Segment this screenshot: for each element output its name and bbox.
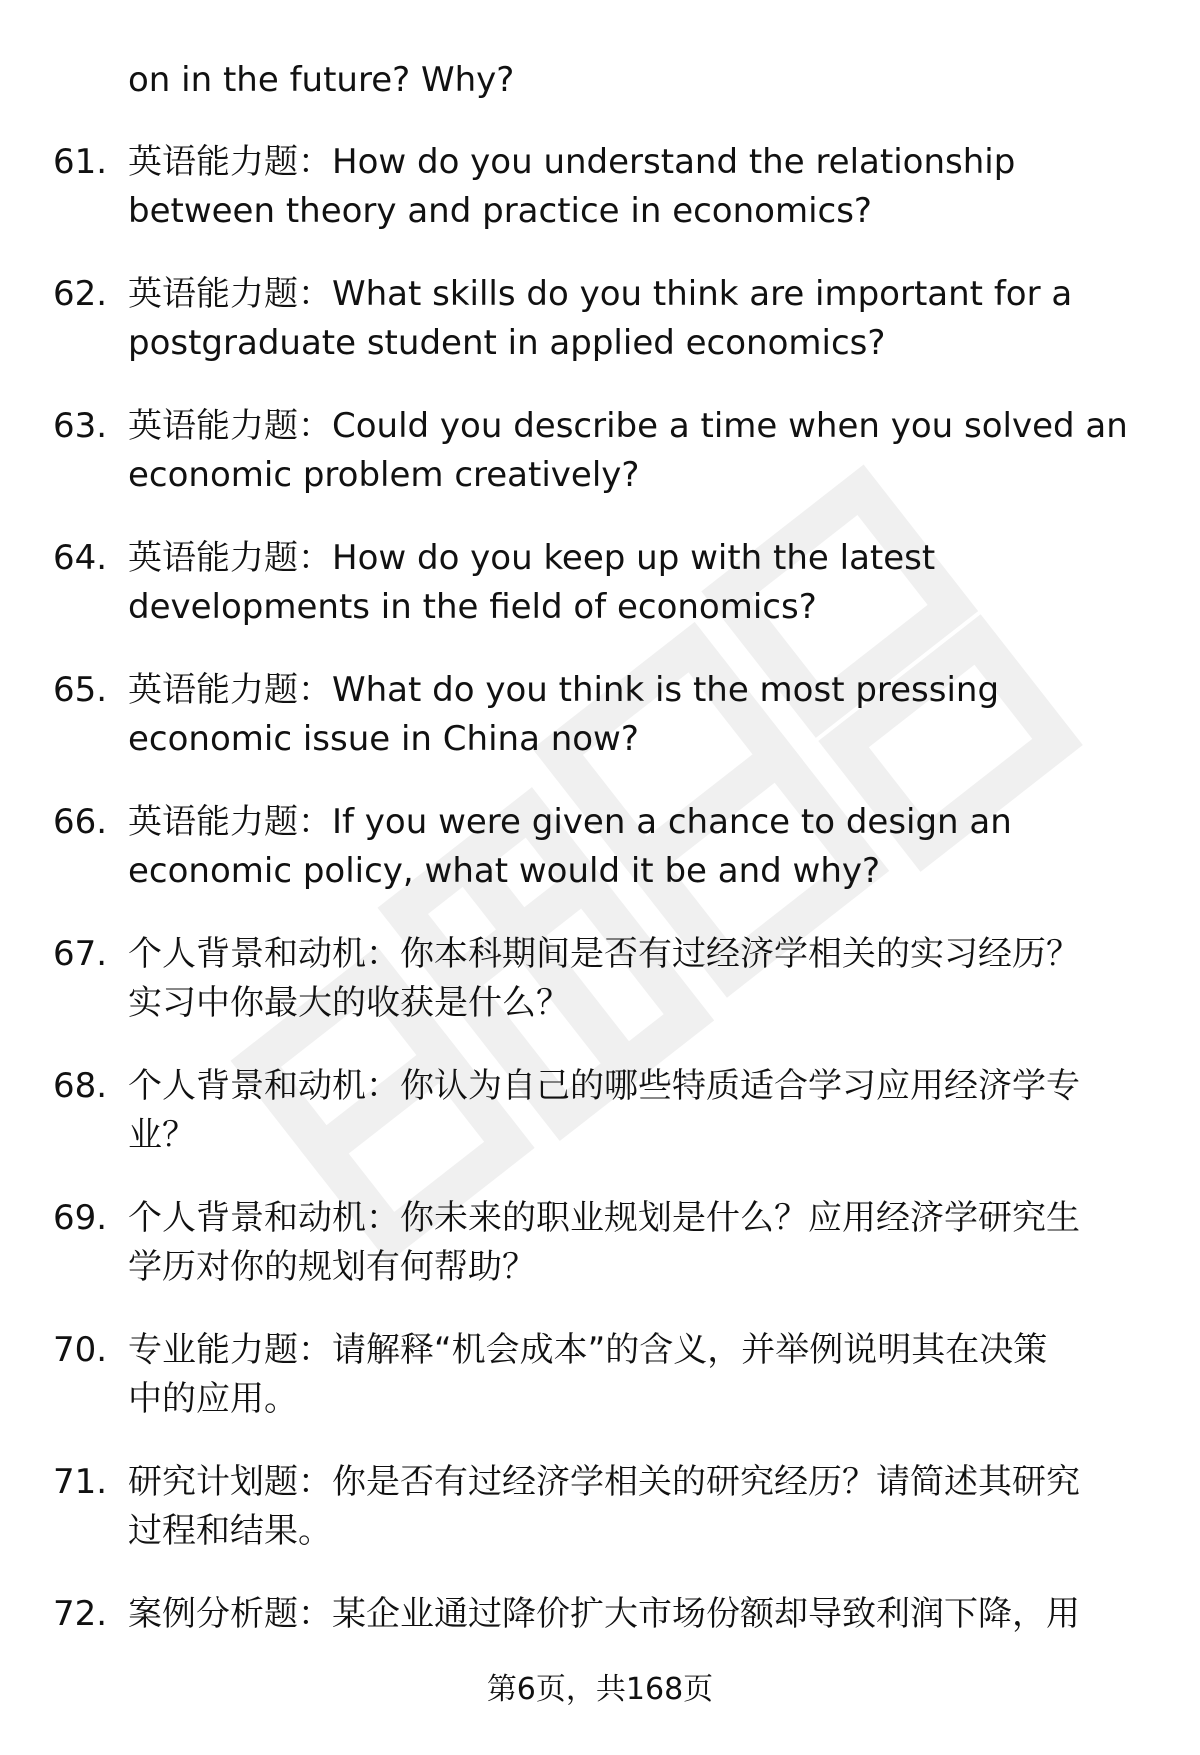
question-number: 70. (53, 1330, 108, 1370)
question-line: 中的应用。 (128, 1379, 298, 1419)
question-line: 研究计划题：你是否有过经济学相关的研究经历？请简述其研究 (128, 1462, 1080, 1502)
question-item (0, 270, 1200, 368)
question-number: 72. (53, 1594, 108, 1634)
question-text (128, 1326, 1158, 1424)
question-text (128, 1458, 1158, 1556)
question-line: 案例分析题：某企业通过降价扩大市场份额却导致利润下降，用 (128, 1594, 1080, 1634)
question-text (128, 666, 1158, 764)
question-line: economic policy, what would it be and why? (128, 851, 881, 891)
question-number: 64. (53, 538, 108, 578)
question-item (0, 666, 1200, 764)
question-line: 学历对你的规划有何帮助？ (128, 1247, 536, 1287)
question-line: 英语能力题：How do you keep up with the latest (128, 538, 936, 578)
question-line: 英语能力题：What do you think is the most pressing (128, 670, 1000, 710)
question-item (0, 930, 1200, 1028)
question-item (0, 1458, 1200, 1556)
question-line: 英语能力题：If you were given a chance to design an (128, 802, 1012, 842)
question-item (0, 534, 1200, 632)
question-text (128, 1062, 1158, 1160)
question-item (0, 138, 1200, 236)
question-line: 英语能力题：How do you understand the relationship (128, 142, 1016, 182)
question-item (0, 402, 1200, 500)
question-line: 个人背景和动机：你本科期间是否有过经济学相关的实习经历？ (128, 934, 1080, 974)
question-item (0, 1062, 1200, 1160)
question-item (0, 1194, 1200, 1292)
question-list (0, 56, 1200, 1673)
question-line: 个人背景和动机：你未来的职业规划是什么？应用经济学研究生 (128, 1198, 1080, 1238)
question-line: postgraduate student in applied economics? (128, 323, 886, 363)
question-line: 实习中你最大的收获是什么？ (128, 983, 570, 1023)
question-line: 业？ (128, 1115, 196, 1155)
question-text (128, 402, 1158, 500)
question-line: economic problem creatively? (128, 455, 640, 495)
question-number: 66. (53, 802, 108, 842)
page-footer: 第6页，共168页 (486, 1672, 714, 1707)
question-text (128, 930, 1158, 1028)
question-line: 专业能力题：请解释“机会成本”的含义，并举例说明其在决策 (128, 1330, 1048, 1370)
question-line: 英语能力题：Could you describe a time when you solved an (128, 406, 1128, 446)
question-item (0, 1326, 1200, 1424)
question-line: developments in the field of economics? (128, 587, 817, 627)
question-item (0, 1590, 1200, 1639)
question-item (0, 798, 1200, 896)
question-number: 61. (53, 142, 108, 182)
question-line: economic issue in China now? (128, 719, 639, 759)
question-number: 65. (53, 670, 108, 710)
question-number: 69. (53, 1198, 108, 1238)
question-number: 68. (53, 1066, 108, 1106)
question-line: 个人背景和动机：你认为自己的哪些特质适合学习应用经济学专 (128, 1066, 1080, 1106)
question-number: 67. (53, 934, 108, 974)
question-text (128, 1194, 1158, 1292)
question-text (128, 798, 1158, 896)
question-number: 71. (53, 1462, 108, 1502)
question-text (128, 138, 1158, 236)
question-line: 英语能力题：What skills do you think are important for a (128, 274, 1073, 314)
question-text (128, 1590, 1158, 1639)
question-number: 63. (53, 406, 108, 446)
question-number: 62. (53, 274, 108, 314)
question-line: 过程和结果。 (128, 1511, 332, 1551)
question-text (128, 270, 1158, 368)
question-line: between theory and practice in economics? (128, 191, 872, 231)
question-text (128, 534, 1158, 632)
continued-question-text: on in the future? Why? (128, 60, 515, 100)
